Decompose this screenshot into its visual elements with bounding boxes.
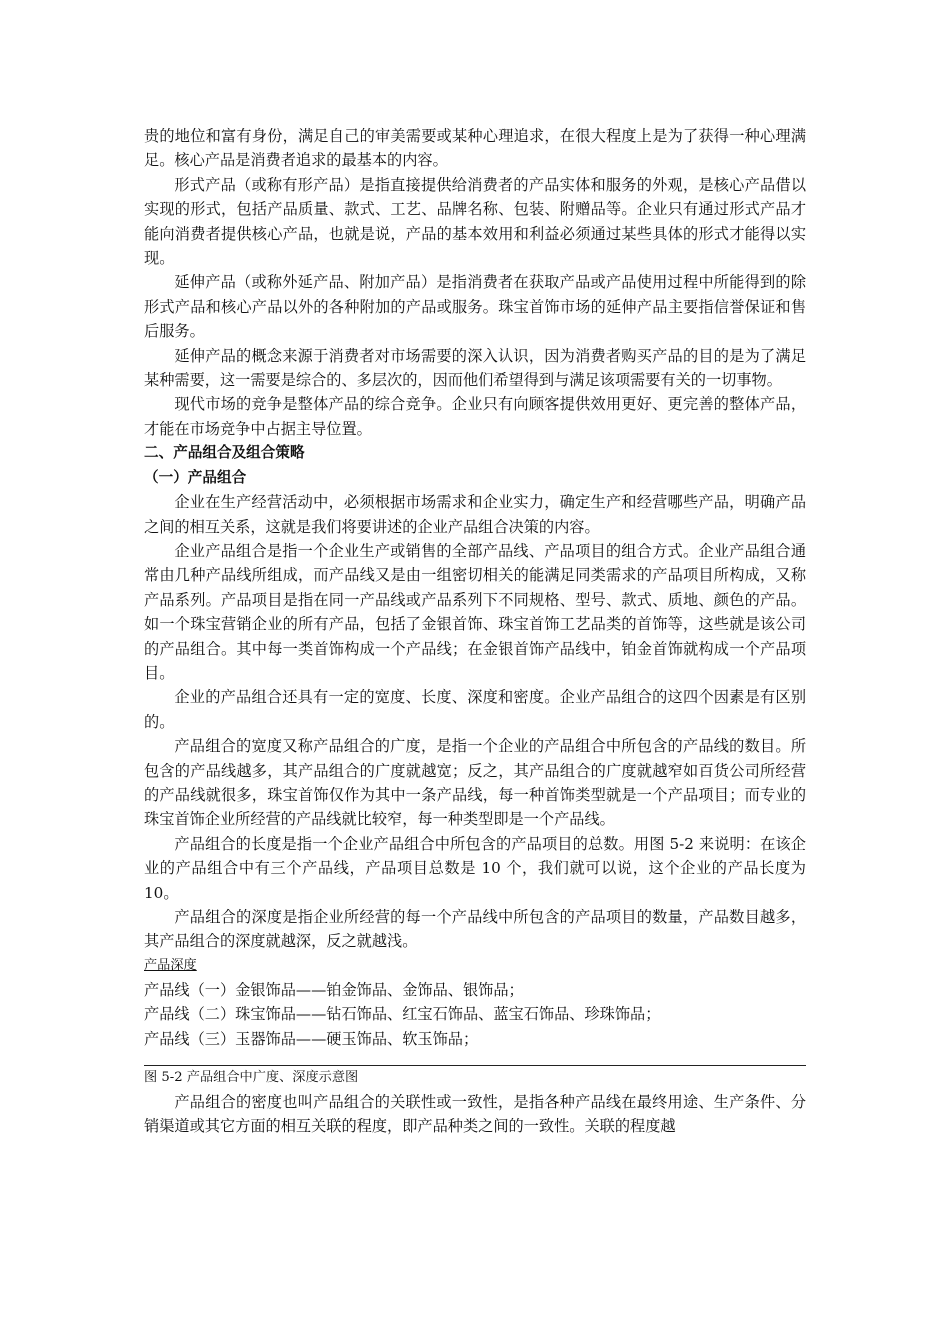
product-mix-figure	[144, 954, 806, 1090]
paragraph-formal-product: 形式产品（或称有形产品）是指直接提供给消费者的产品实体和服务的外观，是核心产品借以实现的形式，包括产品质量、款式、工艺、品牌名称、包装、附赠品等。企业只有通过形式产品才能向消费者提供核心产品，也就是说，产品的基本效用和利益必须通过某些具体的形式才能得以实现。	[144, 175, 806, 268]
paragraph-core-product-end: 贵的地位和富有身份，满足自己的审美需要或某种心理追求，在很大程度上是为了获得一种心理满足。核心产品是消费者追求的最基本的内容。	[144, 127, 806, 170]
paragraph-product-mix-intro: 企业在生产经营活动中，必须根据市场需求和企业实力，确定生产和经营哪些产品，明确产品之间的相互关系，这就是我们将要讲述的企业产品组合决策的内容。	[144, 493, 806, 536]
paragraph-mix-depth: 产品组合的深度是指企业所经营的每一个产品线中所包含的产品项目的数量，产品数目越多，其产品组合的深度就越深，反之就越浅。	[144, 908, 806, 951]
document-page	[144, 124, 806, 1139]
section-heading: 二、产品组合及组合策略	[144, 444, 305, 462]
paragraph-mix-width: 产品组合的宽度又称产品组合的广度，是指一个企业的产品组合中所包含的产品线的数目。所包含的产品线越多，其产品组合的广度就越宽；反之，其产品组合的广度就越窄如百货公司所经营的产品线就很多，珠宝首饰仅作为其中一条产品线，每一种首饰类型就是一个产品项目；而专业的珠宝首饰企业所经营的产品线就比较窄，每一种类型即是一个产品线。	[144, 737, 806, 829]
figure-caption: 图 5-2 产品组合中广度、深度示意图	[144, 1070, 359, 1086]
paragraph-mix-density: 产品组合的密度也叫产品组合的关联性或一致性，是指各种产品线在最终用途、生产条件、分销渠道或其它方面的相互关联的程度，即产品种类之间的一致性。关联的程度越	[144, 1093, 806, 1136]
paragraph-mix-length: 产品组合的长度是指一个企业产品组合中所包含的产品项目的总数。用图 5-2 来说明：在该企业的产品组合中有三个产品线，产品项目总数是 10 个，我们就可以说，这个企业的产品长度为10。	[144, 834, 806, 902]
paragraph-modern-competition: 现代市场的竞争是整体产品的综合竞争。企业只有向顾客提供效用更好、更完善的整体产品，才能在市场竞争中占据主导位置。	[144, 395, 806, 438]
figure-product-line: 产品线（二）珠宝饰品——钻石饰品、红宝石饰品、蓝宝石饰品、珍珠饰品；	[144, 1005, 661, 1024]
paragraph-mix-dimensions: 企业的产品组合还具有一定的宽度、长度、深度和密度。企业产品组合的这四个因素是有区别的。	[144, 688, 806, 731]
subsection-heading: （一）产品组合	[144, 468, 247, 486]
figure-product-line: 产品线（一）金银饰品——铂金饰品、金饰品、银饰品；	[144, 980, 524, 999]
figure-depth-label: 产品深度	[144, 957, 197, 973]
paragraph-extended-concept: 延伸产品的概念来源于消费者对市场需要的深入认识，因为消费者购买产品的目的是为了满足某种需要，这一需要是综合的、多层次的，因而他们希望得到与满足该项需要有关的一切事物。	[144, 346, 806, 390]
paragraph-extended-product: 延伸产品（或称外延产品、附加产品）是指消费者在获取产品或产品使用过程中所能得到的除形式产品和核心产品以外的各种附加的产品或服务。珠宝首饰市场的延伸产品主要指信誉保证和售后服务。	[144, 273, 806, 341]
figure-product-line: 产品线（三）玉器饰品——硬玉饰品、软玉饰品；	[144, 1029, 479, 1048]
paragraph-product-mix-definition: 企业产品组合是指一个企业生产或销售的全部产品线、产品项目的组合方式。企业产品组合通常由几种产品线所组成，而产品线又是由一组密切相关的能满足同类需求的产品项目所构成，又称产品系列。产品项目是指在同一产品线或产品系列下不同规格、型号、款式、质地、颜色的产品。如一个珠宝营销企业的所有产品，包括了金银首饰、珠宝首饰工艺品类的首饰等，这些就是该公司的产品组合。其中每一类首饰构成一个产品线；在金银首饰产品线中，铂金首饰就构成一个产品项目。	[144, 541, 806, 682]
